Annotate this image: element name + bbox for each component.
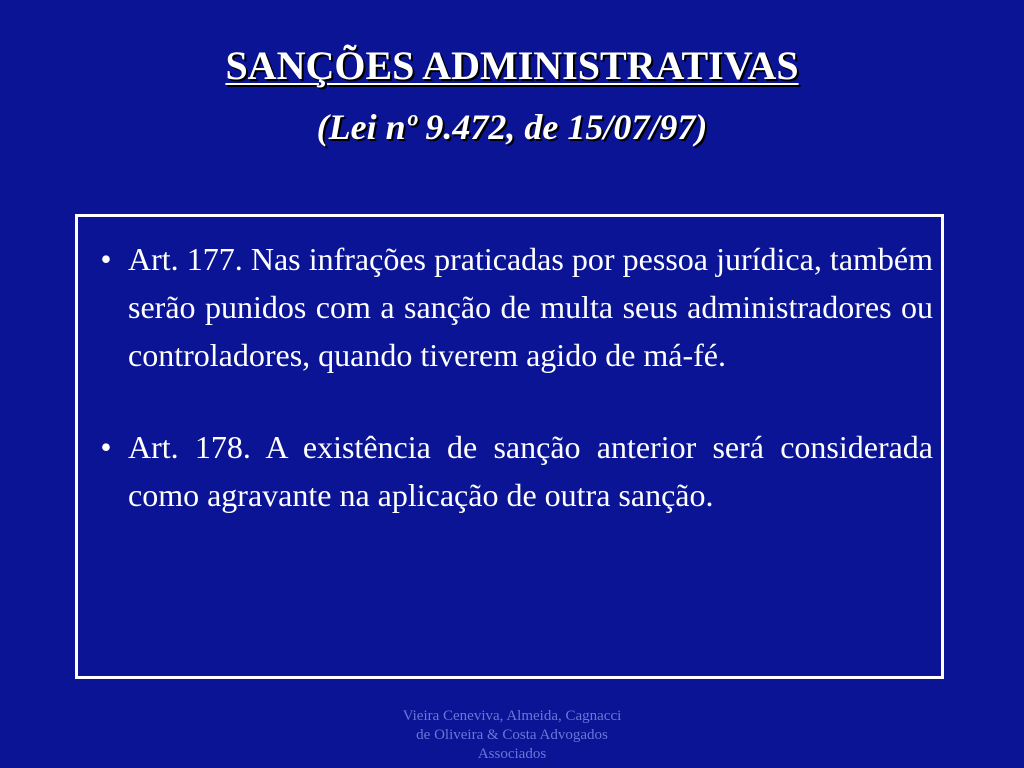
bullet-icon: •	[100, 429, 112, 465]
bullet-icon: •	[100, 241, 112, 277]
footer-line-3: Associados	[477, 746, 547, 762]
footer-line-1: Vieira Ceneviva, Almeida, Cagnacci	[402, 708, 622, 724]
slide-title: SANÇÕES ADMINISTRATIVAS	[225, 43, 799, 88]
footer-line-2: de Oliveira & Costa Advogados	[416, 727, 608, 743]
content-box	[75, 214, 944, 679]
article-177	[84, 235, 933, 379]
footer-credit	[352, 707, 672, 764]
article-178	[84, 423, 933, 519]
article-178-text: Art. 178. A existência de sanção anterior será considerada como agravante na aplicação de outra sanção.	[128, 429, 933, 513]
article-177-text: Art. 177. Nas infrações praticadas por pessoa jurídica, também serão punidos com a sanção de multa seus administradores ou controladores, quando tiverem agido de má-fé.	[128, 241, 933, 373]
slide-subtitle: (Lei nº 9.472, de 15/07/97)	[316, 107, 708, 147]
